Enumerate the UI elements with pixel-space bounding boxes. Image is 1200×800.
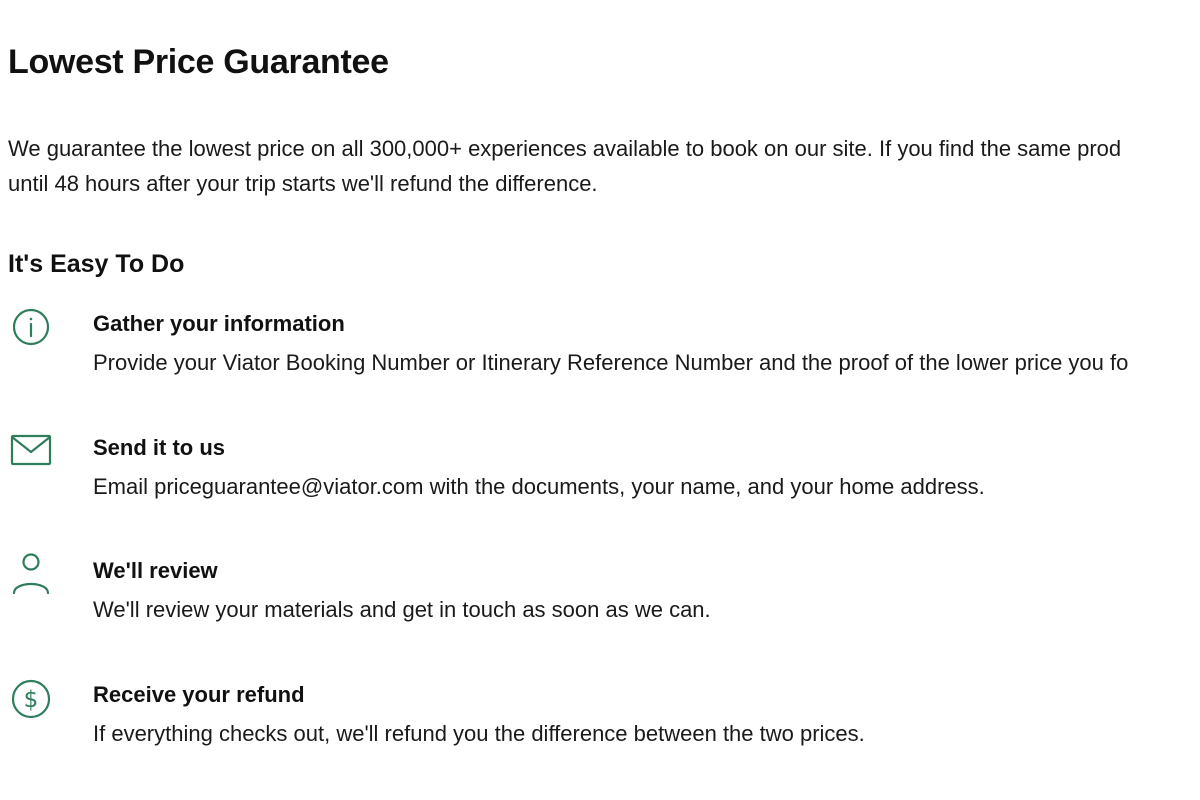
section-subtitle: It's Easy To Do (8, 250, 185, 278)
step-description: We'll review your materials and get in touch as soon as we can. (93, 597, 711, 622)
svg-text:$: $ (23, 687, 39, 713)
envelope-icon (8, 432, 54, 478)
price-guarantee-page (8, 0, 1200, 800)
intro-paragraph (8, 131, 1200, 201)
intro-line-2: until 48 hours after your trip starts we'll refund the difference. (8, 171, 598, 196)
step-description: If everything checks out, we'll refund you the difference between the two prices. (93, 721, 865, 746)
step-gather-information (8, 310, 1200, 400)
step-title: Receive your refund (93, 682, 305, 707)
info-icon (8, 308, 54, 354)
step-title: Gather your information (93, 311, 345, 336)
step-send-it (8, 434, 1200, 524)
person-icon (8, 553, 54, 599)
step-description: Provide your Viator Booking Number or Itinerary Reference Number and the proof of the lower price you fo (93, 350, 1129, 375)
dollar-icon (8, 676, 54, 722)
step-description: Email priceguarantee@viator.com with the documents, your name, and your home address. (93, 474, 985, 499)
step-receive-refund (8, 681, 1200, 771)
step-title: Send it to us (93, 435, 225, 460)
step-title: We'll review (93, 558, 218, 583)
page-title: Lowest Price Guarantee (8, 43, 389, 81)
step-review (8, 557, 1200, 647)
intro-line-1: We guarantee the lowest price on all 300,000+ experiences available to book on our site. If you find the same prod (8, 136, 1122, 161)
